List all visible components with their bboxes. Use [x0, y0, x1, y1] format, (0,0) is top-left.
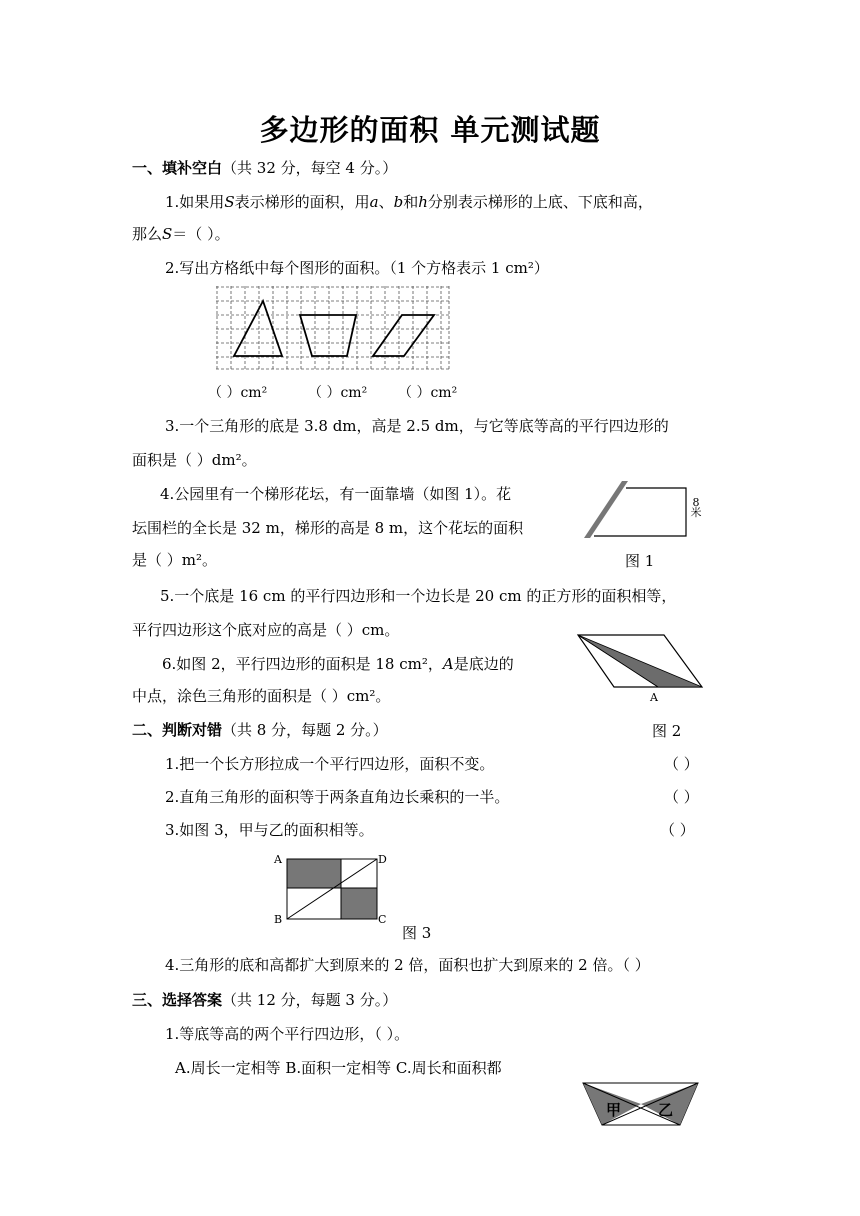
figure3-label-b: B: [274, 913, 283, 926]
s2-q4: 4.三角形的底和高都扩大到原来的 2 倍，面积也扩大到原来的 2 倍。（ ）: [165, 956, 650, 974]
figure2-caption: 图 2: [652, 722, 682, 740]
figure3-caption: 图 3: [402, 924, 432, 942]
q6-line1: 6.如图 2，平行四边形的面积是 18 cm²，A是底边的: [162, 655, 514, 673]
figure-label-yi: 乙: [658, 1101, 674, 1119]
q1-line1: 1.如果用S表示梯形的面积，用a、b和h分别表示梯形的上底、下底和高，: [165, 193, 653, 211]
figure1-height-label: 8米: [690, 496, 702, 519]
grid-figure: [216, 286, 450, 370]
page-title: 多边形的面积 单元测试题: [259, 113, 601, 147]
section1-heading: 一、填补空白（共 32 分，每空 4 分。）: [132, 159, 398, 177]
q5-line2: 平行四边形这个底对应的高是（ ）cm。: [132, 621, 400, 639]
s3-q1-options: A.周长一定相等 B.面积一定相等 C.周长和面积都: [175, 1059, 502, 1077]
s2-q3-paren: （ ）: [660, 821, 695, 839]
q1-line2: 那么S＝（ ）。: [132, 225, 230, 243]
q2-text: 2.写出方格纸中每个图形的面积。（1 个方格表示 1 cm²）: [165, 259, 549, 277]
figure3-label-c: C: [378, 913, 387, 926]
q2-blank3: （ ）cm²: [398, 385, 458, 401]
section3-heading: 三、选择答案（共 12 分，每题 3 分。）: [132, 991, 398, 1009]
figure3-label-d: D: [378, 853, 387, 866]
figure-jia-yi: [582, 1082, 700, 1126]
figure2-label-a: A: [650, 691, 658, 704]
s2-q2: 2.直角三角形的面积等于两条直角边长乘积的一半。: [165, 788, 510, 806]
figure1-caption: 图 1: [625, 552, 655, 570]
s2-q3: 3.如图 3，甲与乙的面积相等。: [165, 821, 374, 839]
q6-line2: 中点，涂色三角形的面积是（ ）cm²。: [132, 687, 391, 705]
figure3-label-a: A: [274, 853, 282, 866]
s2-q1: 1.把一个长方形拉成一个平行四边形，面积不变。: [165, 755, 495, 773]
s2-q1-paren: （ ）: [664, 755, 699, 773]
q4-line2: 坛围栏的全长是 32 m，梯形的高是 8 m，这个花坛的面积: [132, 519, 524, 537]
q2-blank2: （ ）cm²: [308, 385, 368, 401]
figure-label-jia: 甲: [606, 1101, 622, 1119]
q5-line1: 5.一个底是 16 cm 的平行四边形和一个边长是 20 cm 的正方形的面积相等，: [160, 587, 677, 605]
q2-blank1: （ ）cm²: [208, 385, 268, 401]
q3-line2: 面积是（ ）dm²。: [132, 451, 257, 469]
s2-q2-paren: （ ）: [664, 788, 699, 806]
section2-heading: 二、判断对错（共 8 分，每题 2 分。）: [132, 721, 388, 739]
figure3-rectangle: [286, 858, 378, 920]
figure1-trapezoid: [584, 480, 704, 542]
q3-line1: 3.一个三角形的底是 3.8 dm，高是 2.5 dm，与它等底等高的平行四边形的: [165, 417, 669, 435]
figure2-parallelogram: [576, 632, 704, 692]
q4-line3: 是（ ）m²。: [132, 551, 218, 569]
q4-line1: 4.公园里有一个梯形花坛，有一面靠墙（如图 1）。花: [160, 485, 512, 503]
s3-q1: 1.等底等高的两个平行四边形，（ ）。: [165, 1025, 410, 1043]
